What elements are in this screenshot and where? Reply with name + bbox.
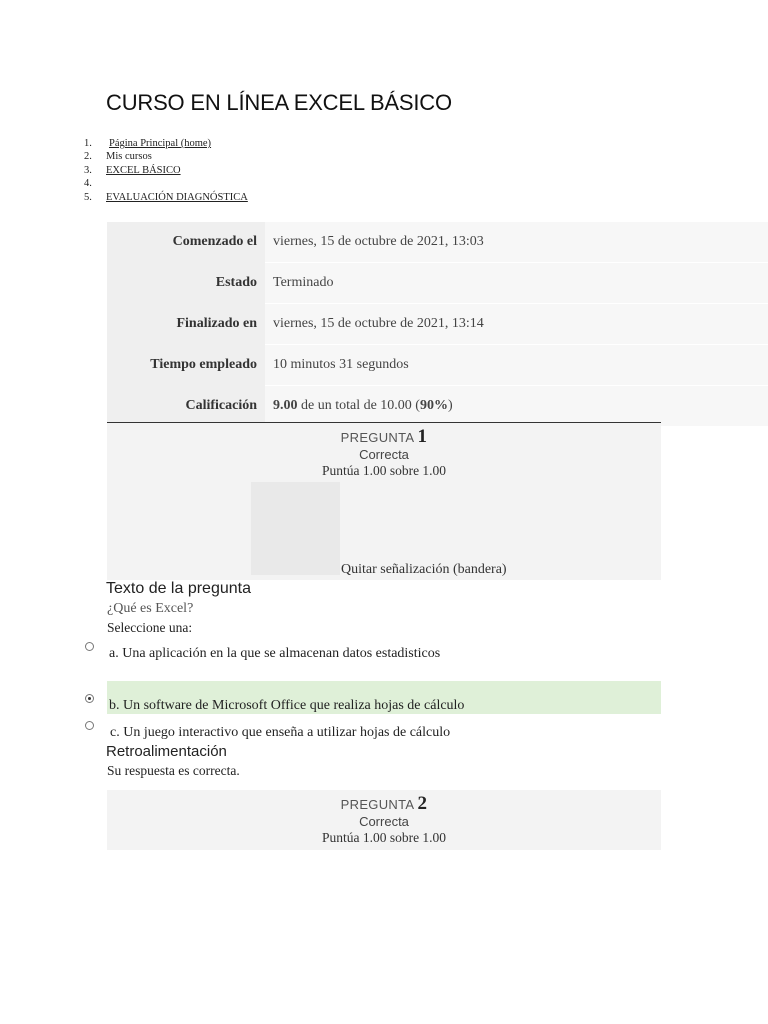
attempt-summary-table bbox=[107, 222, 768, 426]
option-a-radio[interactable] bbox=[85, 642, 94, 651]
breadcrumb-number: 4. bbox=[84, 178, 92, 190]
state-value: Terminado bbox=[265, 263, 768, 304]
grade-total-text: de un total de 10.00 ( bbox=[297, 398, 420, 413]
summary-row-grade bbox=[107, 386, 768, 427]
breadcrumb-link-course[interactable]: EXCEL BÁSICO bbox=[106, 164, 181, 176]
option-b-label[interactable]: b. Un software de Microsoft Office que realiza hojas de cálculo bbox=[109, 698, 465, 713]
question-2-header bbox=[107, 793, 661, 815]
question-2-info bbox=[107, 790, 661, 850]
breadcrumb-number: 1. bbox=[84, 138, 92, 149]
summary-row-time bbox=[107, 345, 768, 386]
question-text: ¿Qué es Excel? bbox=[107, 601, 194, 616]
breadcrumb-number: 3. bbox=[84, 164, 92, 176]
question-word: PREGUNTA bbox=[340, 430, 414, 445]
time-label: Tiempo empleado bbox=[107, 345, 265, 386]
question-1-grade: Puntúa 1.00 sobre 1.00 bbox=[321, 463, 447, 478]
flag-image[interactable] bbox=[251, 482, 340, 575]
question-2-state: Correcta bbox=[359, 814, 409, 829]
question-number: 1 bbox=[417, 426, 428, 447]
feedback-heading: Retroalimentación bbox=[106, 743, 227, 760]
started-value: viernes, 15 de octubre de 2021, 13:03 bbox=[265, 222, 768, 263]
breadcrumb-link-home[interactable]: Página Principal (home) bbox=[109, 138, 212, 149]
grade-score: 9.00 bbox=[273, 398, 298, 413]
question-1-state: Correcta bbox=[359, 447, 409, 462]
select-one-prompt: Seleccione una: bbox=[107, 620, 193, 635]
grade-label: Calificación bbox=[107, 386, 265, 427]
summary-row-finished bbox=[107, 304, 768, 345]
breadcrumb-number: 2. bbox=[84, 151, 92, 163]
grade-value bbox=[265, 386, 768, 427]
summary-row-started bbox=[107, 222, 768, 263]
option-a-label[interactable]: a. Una aplicación en la que se almacenan datos estadisticos bbox=[109, 646, 441, 661]
started-label: Comenzado el bbox=[107, 222, 265, 263]
feedback-text: Su respuesta es correcta. bbox=[107, 763, 240, 778]
finished-label: Finalizado en bbox=[107, 304, 265, 345]
summary-row-state bbox=[107, 263, 768, 304]
finished-value: viernes, 15 de octubre de 2021, 13:14 bbox=[265, 304, 768, 345]
question-number: 2 bbox=[417, 793, 428, 814]
state-label: Estado bbox=[107, 263, 265, 304]
page-title: CURSO EN LÍNEA EXCEL BÁSICO bbox=[106, 90, 452, 115]
question-1-info bbox=[107, 422, 661, 580]
remove-flag-link[interactable]: Quitar señalización (bandera) bbox=[341, 562, 507, 577]
option-c-label[interactable]: c. Un juego interactivo que enseña a utilizar hojas de cálculo bbox=[110, 725, 451, 740]
breadcrumb-label-my-courses: Mis cursos bbox=[106, 151, 152, 163]
grade-percent: 90% bbox=[419, 398, 448, 413]
option-c-radio[interactable] bbox=[85, 721, 94, 730]
grade-close-paren: ) bbox=[447, 398, 453, 413]
question-2-grade: Puntúa 1.00 sobre 1.00 bbox=[321, 830, 447, 845]
time-value: 10 minutos 31 segundos bbox=[265, 345, 768, 386]
option-b-radio[interactable] bbox=[85, 694, 94, 703]
question-1-header bbox=[107, 426, 661, 448]
breadcrumb-number: 5. bbox=[84, 191, 92, 203]
breadcrumb-link-quiz[interactable]: EVALUACIÓN DIAGNÓSTICA bbox=[106, 191, 248, 203]
question-word: PREGUNTA bbox=[340, 797, 414, 812]
question-text-heading: Texto de la pregunta bbox=[106, 580, 251, 597]
